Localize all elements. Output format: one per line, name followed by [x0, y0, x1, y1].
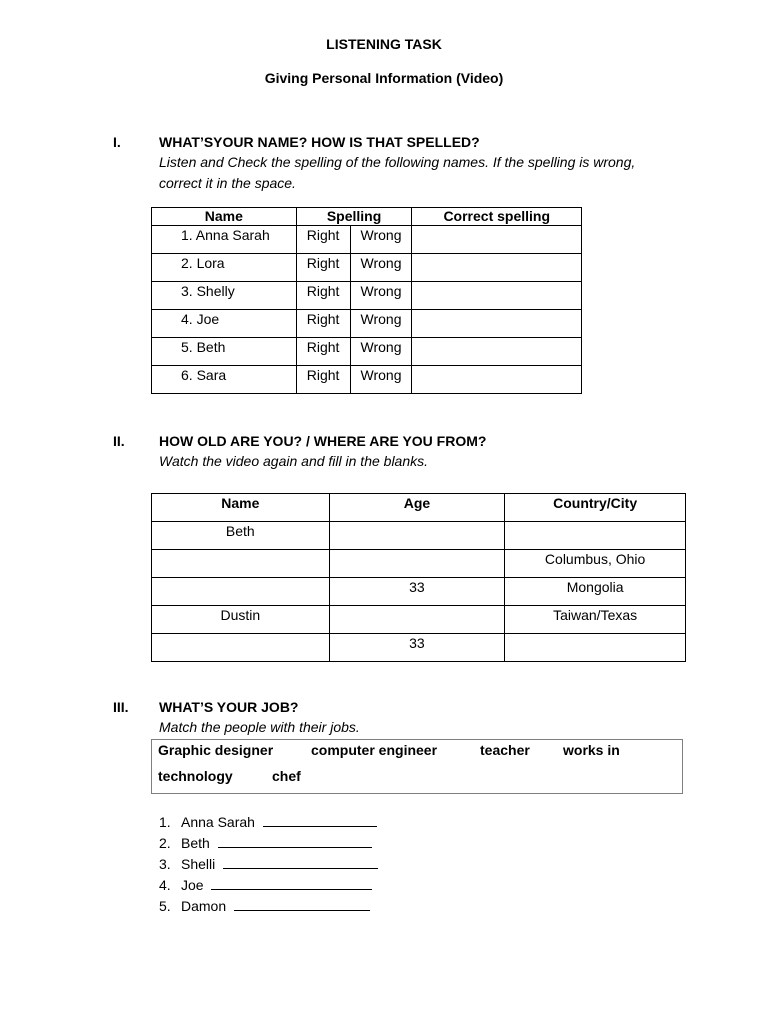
item-number: 3. [159, 856, 171, 872]
section-1-number: I. [113, 134, 121, 150]
table-row [152, 282, 582, 310]
right-option[interactable]: Right [296, 226, 350, 254]
header-age: Age [329, 494, 505, 522]
wrong-option[interactable]: Wrong [350, 254, 412, 282]
name-cell[interactable]: Dustin [152, 606, 330, 634]
table-row [152, 578, 686, 606]
section-3-number: III. [113, 699, 129, 715]
item-number: 1. [159, 814, 171, 830]
answer-blank[interactable] [211, 877, 372, 890]
name-cell: 2. Lora [152, 254, 297, 282]
place-cell[interactable]: Taiwan/Texas [505, 606, 686, 634]
place-cell[interactable] [505, 634, 686, 662]
spelling-table [151, 207, 582, 394]
answer-blank[interactable] [263, 814, 377, 827]
age-cell[interactable] [329, 606, 505, 634]
name-cell: 1. Anna Sarah [152, 226, 297, 254]
list-item [159, 835, 378, 856]
place-cell[interactable]: Columbus, Ohio [505, 550, 686, 578]
correct-spelling-field[interactable] [412, 310, 582, 338]
name-cell[interactable]: Beth [152, 522, 330, 550]
list-item [159, 856, 378, 877]
header-name: Name [152, 494, 330, 522]
page-subtitle: Giving Personal Information (Video) [264, 70, 504, 86]
item-number: 5. [159, 898, 171, 914]
table-row [152, 606, 686, 634]
age-cell[interactable] [329, 550, 505, 578]
person-name: Anna Sarah [181, 814, 255, 830]
section-3-heading: WHAT’S YOUR JOB? [159, 699, 299, 715]
person-name: Shelli [181, 856, 216, 872]
match-list [159, 814, 378, 919]
table-row [152, 254, 582, 282]
age-country-table-header [152, 494, 686, 522]
right-option[interactable]: Right [296, 366, 350, 394]
wrong-option[interactable]: Wrong [350, 338, 412, 366]
name-cell: 6. Sara [152, 366, 297, 394]
age-country-table [151, 493, 686, 662]
section-3-instruction: Match the people with their jobs. [159, 719, 360, 735]
section-2-number: II. [113, 433, 125, 449]
table-row [152, 338, 582, 366]
header-correct-spelling: Correct spelling [412, 208, 582, 226]
place-cell[interactable]: Mongolia [505, 578, 686, 606]
table-row [152, 310, 582, 338]
header-spelling: Spelling [296, 208, 412, 226]
name-cell: 4. Joe [152, 310, 297, 338]
name-cell: 3. Shelly [152, 282, 297, 310]
spelling-table-header [152, 208, 582, 226]
name-cell[interactable] [152, 550, 330, 578]
wrong-option[interactable]: Wrong [350, 366, 412, 394]
age-cell[interactable]: 33 [329, 634, 505, 662]
correct-spelling-field[interactable] [412, 366, 582, 394]
name-cell: 5. Beth [152, 338, 297, 366]
item-number: 2. [159, 835, 171, 851]
right-option[interactable]: Right [296, 254, 350, 282]
job-option: chef [272, 768, 301, 784]
wrong-option[interactable]: Wrong [350, 282, 412, 310]
job-word-bank [151, 739, 683, 794]
header-country-city: Country/City [505, 494, 686, 522]
list-item [159, 877, 378, 898]
correct-spelling-field[interactable] [412, 338, 582, 366]
page-title: LISTENING TASK [326, 36, 442, 52]
list-item [159, 814, 378, 835]
wrong-option[interactable]: Wrong [350, 226, 412, 254]
answer-blank[interactable] [234, 898, 370, 911]
correct-spelling-field[interactable] [412, 282, 582, 310]
section-1-instruction-line2: correct it in the space. [159, 175, 296, 191]
section-1-instruction-line1: Listen and Check the spelling of the following names. If the spelling is wrong, [159, 154, 636, 170]
right-option[interactable]: Right [296, 338, 350, 366]
name-cell[interactable] [152, 634, 330, 662]
table-row [152, 226, 582, 254]
answer-blank[interactable] [223, 856, 378, 869]
correct-spelling-field[interactable] [412, 226, 582, 254]
place-cell[interactable] [505, 522, 686, 550]
right-option[interactable]: Right [296, 282, 350, 310]
job-option: works in [563, 742, 620, 758]
list-item [159, 898, 378, 919]
section-2-heading: HOW OLD ARE YOU? / WHERE ARE YOU FROM? [159, 433, 487, 449]
answer-blank[interactable] [218, 835, 372, 848]
job-option: teacher [480, 742, 530, 758]
header-name: Name [152, 208, 297, 226]
age-cell[interactable]: 33 [329, 578, 505, 606]
item-number: 4. [159, 877, 171, 893]
job-option: computer engineer [311, 742, 438, 758]
job-option: Graphic designer [158, 742, 274, 758]
person-name: Beth [181, 835, 210, 851]
name-cell[interactable] [152, 578, 330, 606]
age-cell[interactable] [329, 522, 505, 550]
section-2-instruction: Watch the video again and fill in the blanks. [159, 453, 429, 469]
section-1-heading: WHAT’SYOUR NAME? HOW IS THAT SPELLED? [159, 134, 480, 150]
right-option[interactable]: Right [296, 310, 350, 338]
person-name: Damon [181, 898, 227, 914]
correct-spelling-field[interactable] [412, 254, 582, 282]
table-row [152, 550, 686, 578]
person-name: Joe [181, 877, 204, 893]
table-row [152, 522, 686, 550]
job-option: technology [158, 768, 233, 784]
table-row [152, 634, 686, 662]
table-row [152, 366, 582, 394]
wrong-option[interactable]: Wrong [350, 310, 412, 338]
